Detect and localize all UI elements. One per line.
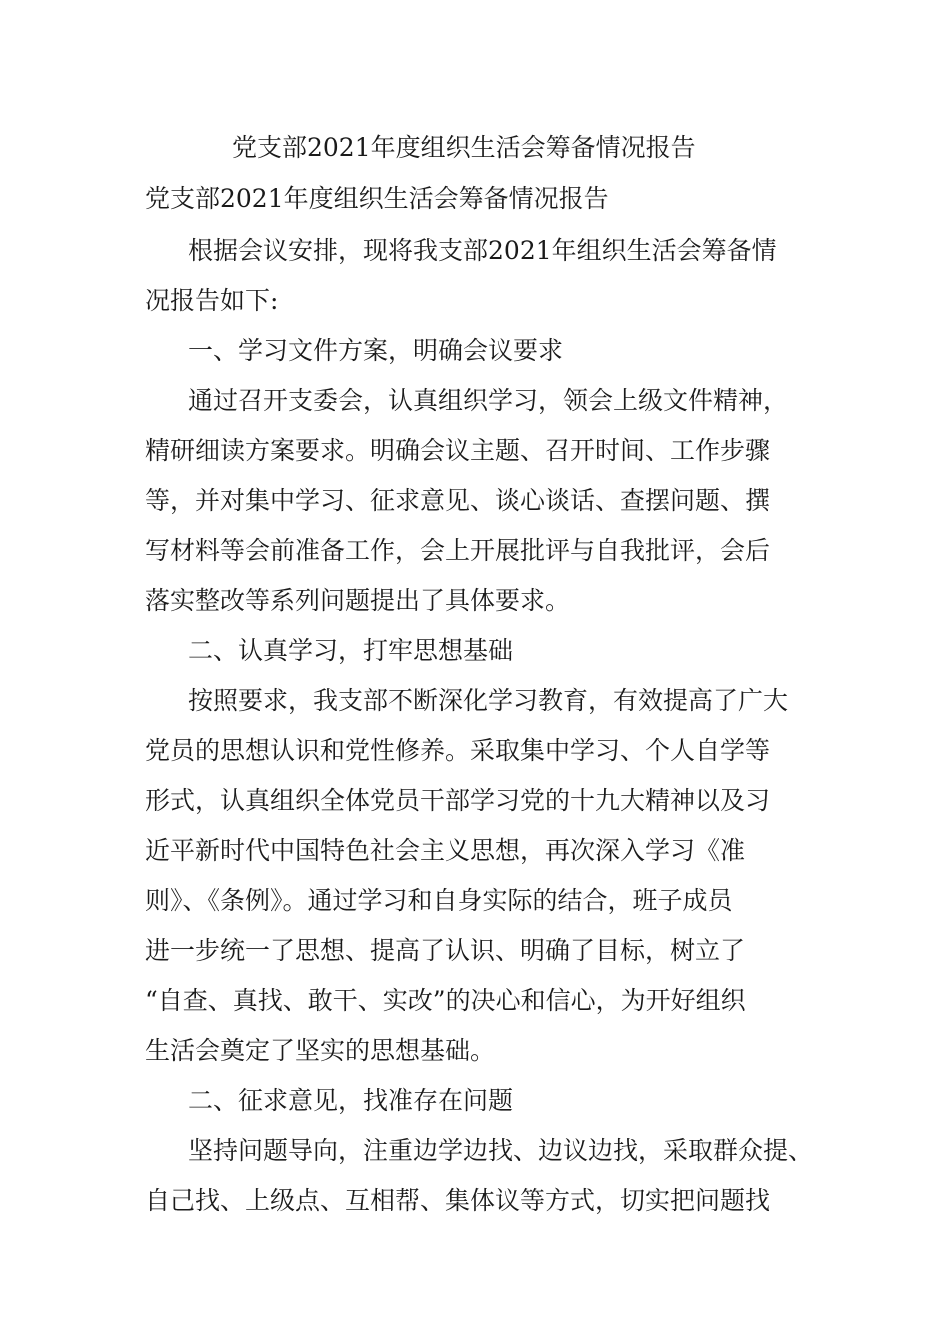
section-heading: 一、学习文件方案，明确会议要求 <box>188 336 564 365</box>
paragraph-line: 写材料等会前准备工作，会上开展批评与自我批评，会后 <box>145 536 771 565</box>
document-title: 党支部2021年度组织生活会筹备情况报告 <box>232 133 696 162</box>
paragraph-line: 党员的思想认识和党性修养。采取集中学习、个人自学等 <box>145 736 771 765</box>
section-heading: 二、征求意见，找准存在问题 <box>188 1086 514 1115</box>
paragraph-line: 近平新时代中国特色社会主义思想，再次深入学习《准 <box>145 836 746 865</box>
paragraph-line: 则》、《条例》。通过学习和自身实际的结合，班子成员 <box>145 886 733 915</box>
paragraph-line: 坚持问题导向，注重边学边找、边议边找，采取群众提、 <box>188 1136 814 1165</box>
paragraph-line: 进一步统一了思想、提高了认识、明确了目标，树立了 <box>145 936 746 965</box>
paragraph-line: 形式，认真组织全体党员干部学习党的十九大精神以及习 <box>145 786 771 815</box>
section-heading: 二、认真学习，打牢思想基础 <box>188 636 514 665</box>
paragraph-line: 自己找、上级点、互相帮、集体议等方式，切实把问题找 <box>145 1186 771 1215</box>
paragraph-line: 按照要求，我支部不断深化学习教育，有效提高了广大 <box>188 686 789 715</box>
paragraph-line: 生活会奠定了坚实的思想基础。 <box>145 1036 496 1065</box>
paragraph-line: 等，并对集中学习、征求意见、谈心谈话、查摆问题、撰 <box>145 486 771 515</box>
paragraph-line: 况报告如下: <box>145 286 279 315</box>
paragraph-line: 通过召开支委会，认真组织学习，领会上级文件精神， <box>188 386 789 415</box>
paragraph-line: “自查、真找、敢干、实改”的决心和信心，为开好组织 <box>145 986 746 1015</box>
paragraph-line: 落实整改等系列问题提出了具体要求。 <box>145 586 571 615</box>
paragraph-line: 根据会议安排，现将我支部2021年组织生活会筹备情 <box>188 236 777 265</box>
document-subtitle: 党支部2021年度组织生活会筹备情况报告 <box>145 184 609 213</box>
paragraph-line: 精研细读方案要求。明确会议主题、召开时间、工作步骤 <box>145 436 771 465</box>
